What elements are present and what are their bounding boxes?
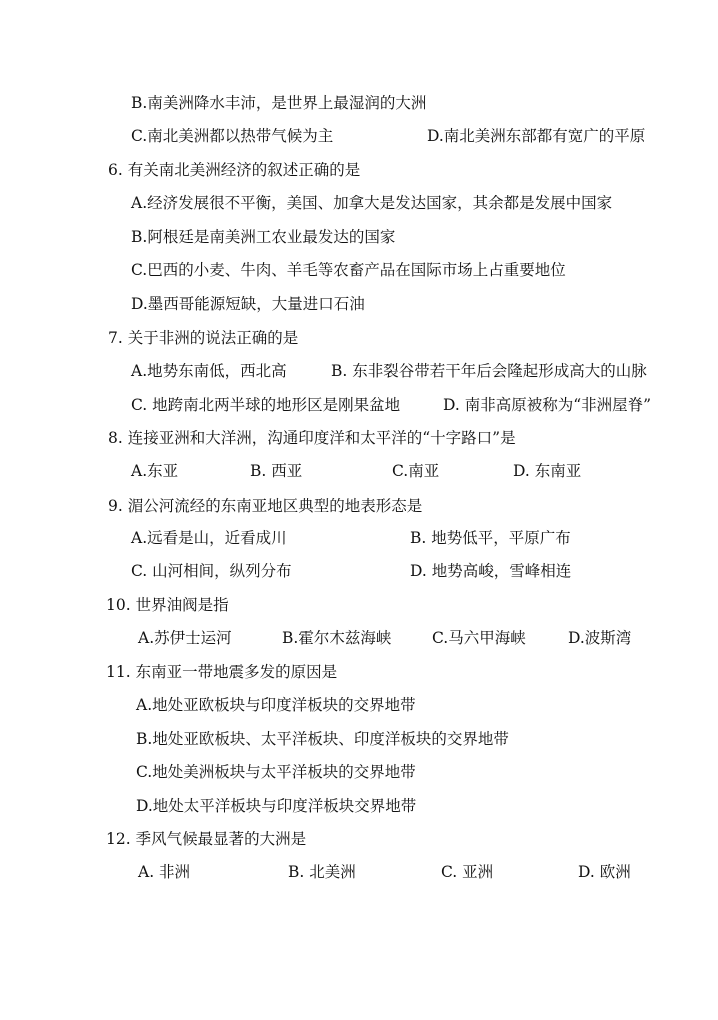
question-10: 10. 世界油阀是指 bbox=[106, 596, 229, 614]
option-d-q7: D. 南非高原被称为“非洲屋脊” bbox=[443, 396, 652, 414]
option-c-q5: C.南北美洲都以热带气候为主 bbox=[131, 127, 334, 145]
option-a-q7: A.地势东南低，西北高 bbox=[131, 362, 287, 380]
option-c-q11: C.地处美洲板块与太平洋板块的交界地带 bbox=[136, 763, 416, 781]
option-c-q12: C. 亚洲 bbox=[441, 863, 494, 881]
option-b-q5: B.南美洲降水丰沛，是世界上最湿润的大洲 bbox=[131, 94, 427, 112]
question-8: 8. 连接亚洲和大洋洲，沟通印度洋和太平洋的“十字路口”是 bbox=[108, 429, 516, 447]
question-6: 6. 有关南北美洲经济的叙述正确的是 bbox=[108, 161, 361, 179]
option-c-q10: C.马六甲海峡 bbox=[432, 629, 526, 647]
option-d-q11: D.地处太平洋板块与印度洋板块交界地带 bbox=[136, 797, 417, 815]
question-9: 9. 湄公河流经的东南亚地区典型的地表形态是 bbox=[108, 497, 423, 515]
option-a-q10: A.苏伊士运河 bbox=[138, 629, 232, 647]
option-b-q12: B. 北美洲 bbox=[288, 863, 356, 881]
option-c-q8: C.南亚 bbox=[392, 462, 440, 480]
option-a-q8: A.东亚 bbox=[131, 462, 179, 480]
option-b-q7: B. 东非裂谷带若干年后会隆起形成高大的山脉 bbox=[331, 362, 647, 380]
option-b-q10: B.霍尔木兹海峡 bbox=[282, 629, 392, 647]
option-d-q12: D. 欧洲 bbox=[578, 863, 631, 881]
option-c-q7: C. 地跨南北两半球的地形区是刚果盆地 bbox=[131, 396, 401, 414]
option-b-q9: B. 地势低平，平原广布 bbox=[410, 529, 571, 547]
question-7: 7. 关于非洲的说法正确的是 bbox=[108, 329, 299, 347]
option-d-q6: D.墨西哥能源短缺，大量进口石油 bbox=[131, 295, 365, 313]
question-11: 11. 东南亚一带地震多发的原因是 bbox=[106, 663, 338, 681]
option-a-q6: A.经济发展很不平衡，美国、加拿大是发达国家，其余都是发展中国家 bbox=[131, 194, 613, 212]
option-b-q8: B. 西亚 bbox=[250, 462, 303, 480]
option-a-q9: A.远看是山，近看成川 bbox=[131, 529, 287, 547]
option-a-q11: A.地处亚欧板块与印度洋板块的交界地带 bbox=[136, 696, 416, 714]
option-c-q9: C. 山河相间，纵列分布 bbox=[131, 562, 292, 580]
option-d-q5: D.南北美洲东部都有宽广的平原 bbox=[427, 127, 646, 145]
option-b-q6: B.阿根廷是南美洲工农业最发达的国家 bbox=[131, 228, 396, 246]
option-d-q9: D. 地势高峻，雪峰相连 bbox=[410, 562, 572, 580]
option-d-q8: D. 东南亚 bbox=[513, 462, 582, 480]
option-b-q11: B.地处亚欧板块、太平洋板块、印度洋板块的交界地带 bbox=[136, 730, 509, 748]
question-12: 12. 季风气候最显著的大洲是 bbox=[106, 830, 307, 848]
option-c-q6: C.巴西的小麦、牛肉、羊毛等农畜产品在国际市场上占重要地位 bbox=[131, 261, 566, 279]
option-d-q10: D.波斯湾 bbox=[568, 629, 632, 647]
option-a-q12: A. 非洲 bbox=[138, 863, 191, 881]
